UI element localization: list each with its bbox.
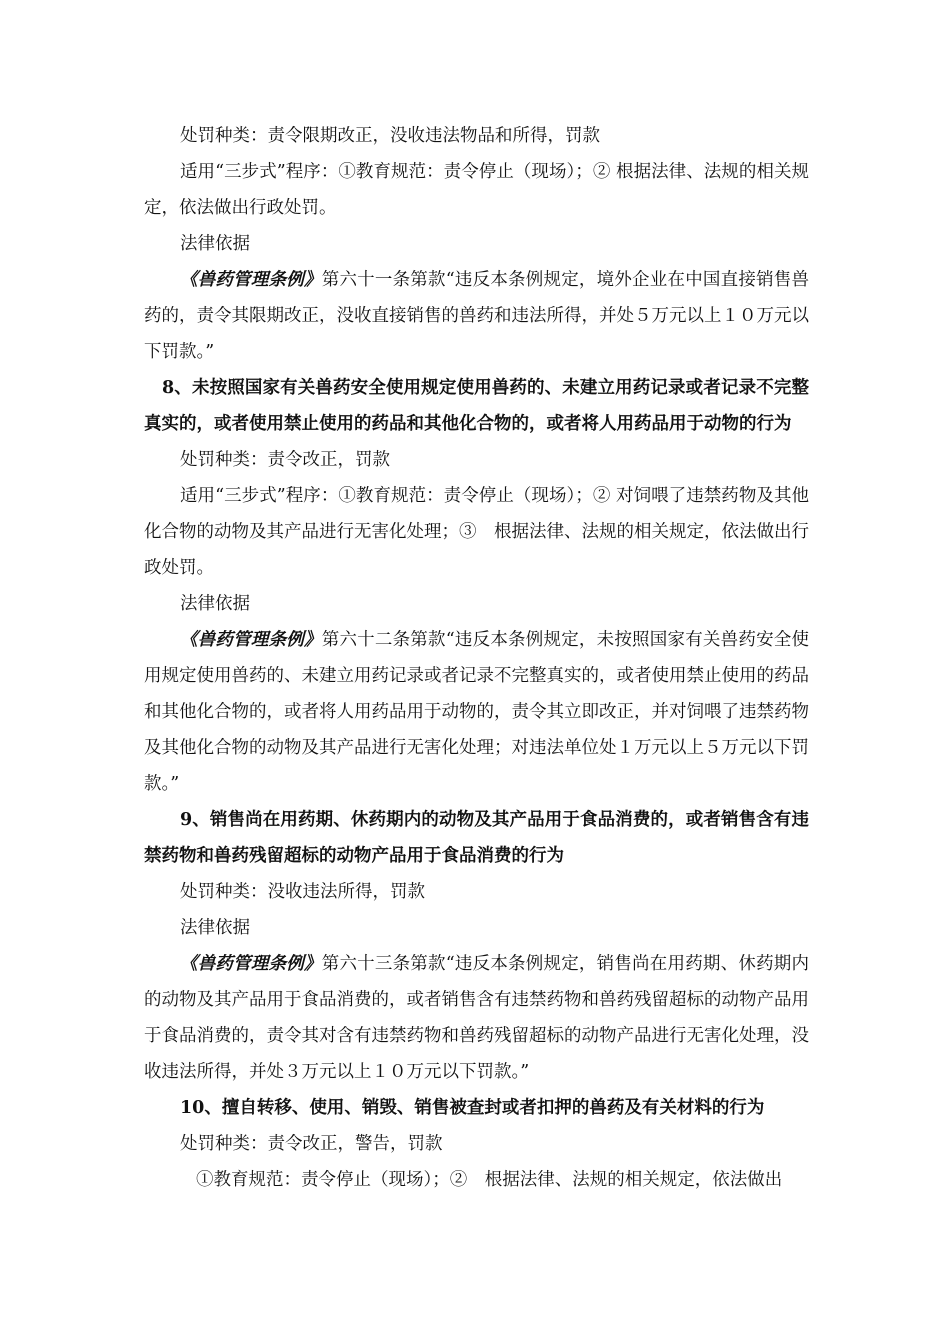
penalty-type-8: 处罚种类：责令改正，罚款	[180, 450, 390, 470]
section-heading-10: 10、擅自转移、使用、销毁、销售被查封或者扣押的兽药及有关材料的行为	[180, 1098, 765, 1118]
legal-basis-label-8: 法律依据	[180, 594, 250, 614]
legal-basis-label-7: 法律依据	[180, 234, 250, 254]
regulation-title: 《兽药管理条例》	[180, 954, 322, 974]
article-text: 第六十一条第款“违反本条例规定，境外企业在中国直接销售兽药的，责令其限期改正，没收直接销售的兽药和违法所得，并处５万元以上１０万元以下罚款。”	[144, 270, 810, 362]
legal-basis-text-9	[144, 946, 809, 1090]
regulation-title: 《兽药管理条例》	[180, 270, 322, 290]
regulation-title: 《兽药管理条例》	[180, 630, 322, 650]
article-text: 第六十三条第款“违反本条例规定，销售尚在用药期、休药期内的动物及其产品用于食品消费的，或者销售含有违禁药物和兽药残留超标的动物产品用于食品消费的，责令其对含有违禁药物和兽药残留超标的动物产品进行无害化处理，没收违法所得，并处３万元以上１０万元以下罚款。”	[144, 954, 810, 1082]
procedure-7: 适用“三步式”程序：①教育规范：责令停止（现场）；② 根据法律、法规的相关规定，依法做出行政处罚。	[144, 162, 809, 218]
article-text: 第六十二条第款“违反本条例规定，未按照国家有关兽药安全使用规定使用兽药的、未建立用药记录或者记录不完整真实的，或者使用禁止使用的药品和其他化合物的，或者将人用药品用于动物的，责令其立即改正，并对饲喂了违禁药物及其他化合物的动物及其产品进行无害化处理；对违法单位处１万元以上５万元以下罚款。”	[144, 630, 810, 794]
penalty-type-9: 处罚种类：没收违法所得，罚款	[180, 882, 425, 902]
document-body	[144, 118, 809, 1198]
legal-basis-label-9: 法律依据	[180, 918, 250, 938]
section-heading-9: 9、销售尚在用药期、休药期内的动物及其产品用于食品消费的，或者销售含有违禁药物和兽药残留超标的动物产品用于食品消费的行为	[144, 810, 809, 866]
procedure-8: 适用“三步式”程序：①教育规范：责令停止（现场）；② 对饲喂了违禁药物及其他化合物的动物及其产品进行无害化处理；③ 根据法律、法规的相关规定，依法做出行政处罚。	[144, 486, 809, 578]
section-heading-8: 8、未按照国家有关兽药安全使用规定使用兽药的、未建立用药记录或者记录不完整真实的，或者使用禁止使用的药品和其他化合物的，或者将人用药品用于动物的行为	[144, 378, 809, 434]
legal-basis-text-8	[144, 622, 809, 802]
legal-basis-text-7	[144, 262, 809, 370]
procedure-10: ①教育规范：责令停止（现场）；② 根据法律、法规的相关规定，依法做出	[196, 1170, 783, 1190]
penalty-type-7: 处罚种类：责令限期改正，没收违法物品和所得，罚款	[180, 126, 600, 146]
penalty-type-10: 处罚种类：责令改正，警告，罚款	[180, 1134, 443, 1154]
